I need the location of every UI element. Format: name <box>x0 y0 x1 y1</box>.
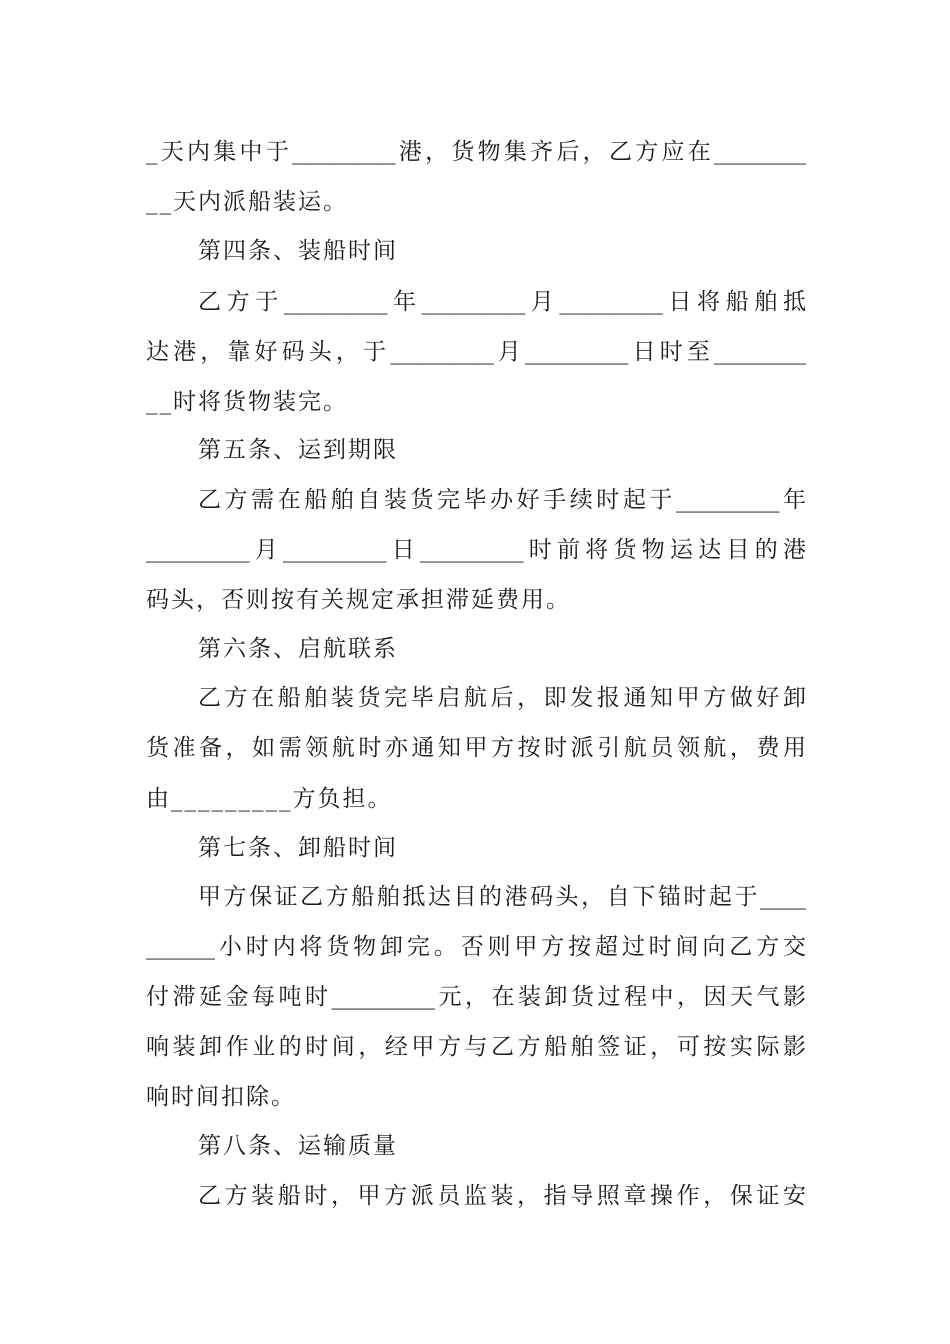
text-line: 付滞延金每吨时_________元，在装卸货过程中，因天气影 <box>146 984 806 1010</box>
text-line: 甲方保证乙方船舶抵达目的港码头，自下锚时起于____ <box>198 884 806 910</box>
text-line: ______小时内将货物卸完。否则甲方按超过时间向乙方交 <box>146 934 806 960</box>
section-heading: 第六条、启航联系 <box>198 636 398 662</box>
text-line: 乙方于_________年_________月_________日将船舶抵 <box>198 289 806 315</box>
section-heading: 第五条、运到期限 <box>198 437 398 463</box>
text-line: _天内集中于_________港，货物集齐后，乙方应在________ <box>146 139 806 165</box>
text-line: 达港，靠好码头，于_________月_________日时至________ <box>146 339 806 365</box>
text-line: 乙方需在船舶自装货完毕办好手续时起于_________年 <box>198 487 806 513</box>
section-heading: 第四条、装船时间 <box>198 238 398 264</box>
text-line: 码头，否则按有关规定承担滞延费用。 <box>146 587 571 613</box>
text-line: 货准备，如需领航时亦通知甲方按时派引航员领航，费用 <box>146 735 806 761</box>
text-line: __天内派船装运。 <box>146 189 348 215</box>
text-line: 乙方在船舶装货完毕启航后，即发报通知甲方做好卸 <box>198 685 806 711</box>
text-line: 由_________方负担。 <box>146 786 393 812</box>
text-line: 响装卸作业的时间，经甲方与乙方船舶签证，可按实际影 <box>146 1034 806 1060</box>
section-heading: 第七条、卸船时间 <box>198 835 398 861</box>
text-line: 乙方装船时，甲方派员监装，指导照章操作，保证安 <box>198 1183 806 1209</box>
text-line: __时将货物装完。 <box>146 389 348 415</box>
text-line: _________月_________日_________时前将货物运达目的港 <box>146 537 806 563</box>
section-heading: 第八条、运输质量 <box>198 1133 398 1159</box>
text-line: 响时间扣除。 <box>146 1084 296 1110</box>
